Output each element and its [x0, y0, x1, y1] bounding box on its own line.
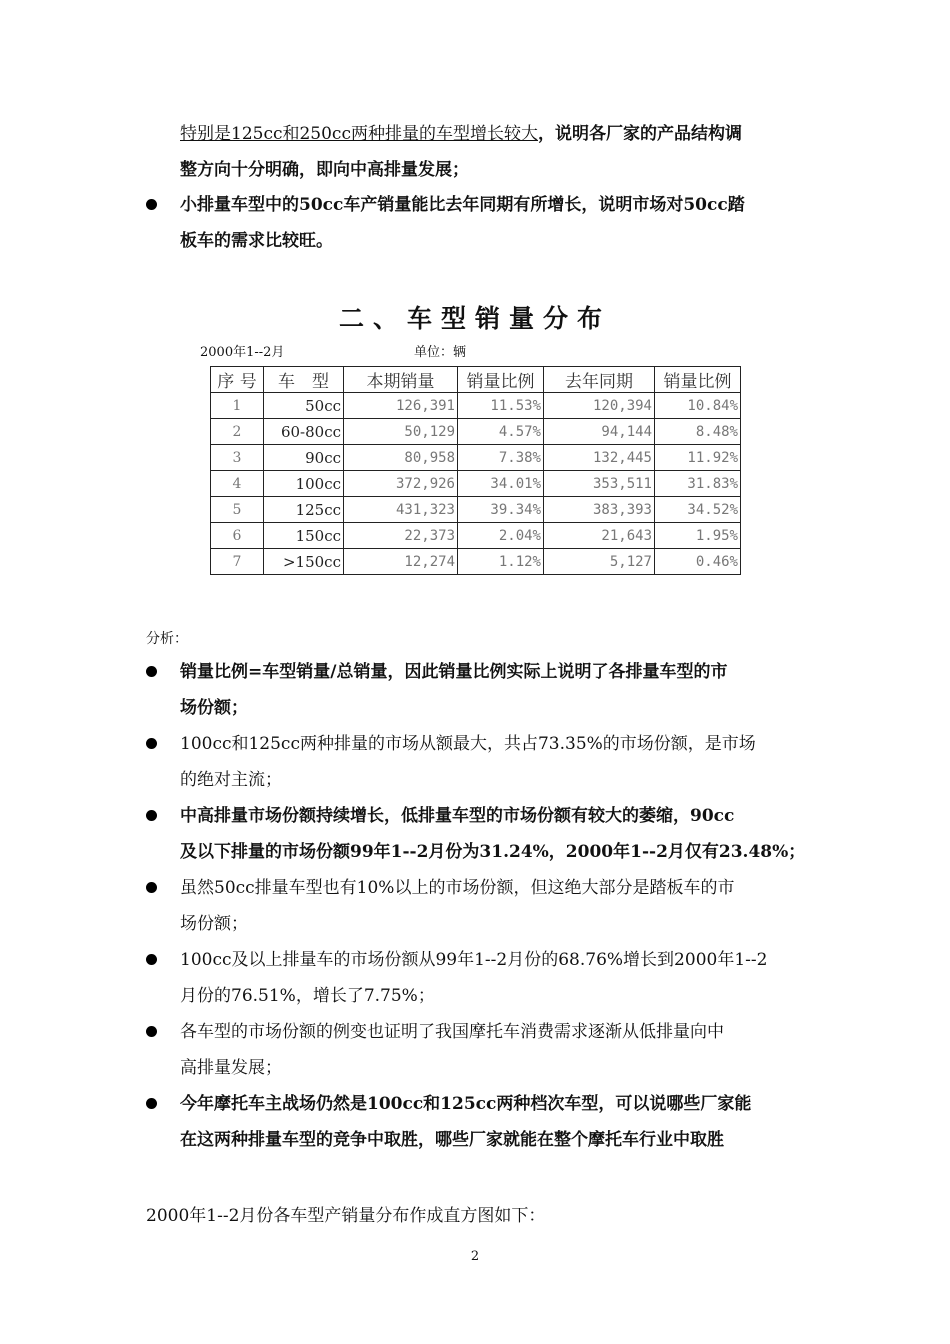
- row-current-sales: 80,958: [344, 445, 458, 471]
- period-label: 2000年1--2月: [200, 345, 285, 360]
- row-current-ratio: 4.57%: [458, 419, 544, 445]
- row-prev-sales: 120,394: [544, 393, 655, 419]
- row-prev-ratio: 0.46%: [655, 549, 741, 575]
- header-type: 车 型: [264, 367, 344, 393]
- table-row: [211, 549, 741, 575]
- analysis-item-line: 100cc和125cc两种排量的市场从额最大，共占73.35%的市场份额，是市场: [180, 734, 756, 754]
- row-no: 2: [211, 419, 264, 445]
- row-prev-sales: 353,511: [544, 471, 655, 497]
- row-current-sales: 431,323: [344, 497, 458, 523]
- row-current-ratio: 11.53%: [458, 393, 544, 419]
- row-current-ratio: 7.38%: [458, 445, 544, 471]
- analysis-item-line: 中高排量市场份额持续增长，低排量车型的市场份额有较大的萎缩，90cc: [180, 806, 735, 826]
- row-prev-ratio: 11.92%: [655, 445, 741, 471]
- unit-label: 单位：辆: [414, 345, 467, 360]
- analysis-item-line: 今年摩托车主战场仍然是100cc和125cc两种档次车型，可以说哪些厂家能: [180, 1094, 752, 1114]
- intro-line-2: 整方向十分明确，即向中高排量发展；: [180, 160, 469, 180]
- row-current-ratio: 34.01%: [458, 471, 544, 497]
- table-row: [211, 393, 741, 419]
- header-prev-sales: 去年同期: [544, 367, 655, 393]
- sales-distribution-table: [210, 366, 741, 575]
- analysis-item-line: 的绝对主流；: [180, 770, 282, 790]
- row-prev-sales: 21,643: [544, 523, 655, 549]
- bullet-icon: [146, 954, 157, 965]
- analysis-item-line: 场份额；: [180, 914, 248, 934]
- bullet-icon: [146, 882, 157, 893]
- table-row: [211, 471, 741, 497]
- row-current-sales: 12,274: [344, 549, 458, 575]
- row-current-sales: 126,391: [344, 393, 458, 419]
- header-current-ratio: 销量比例: [458, 367, 544, 393]
- row-prev-sales: 132,445: [544, 445, 655, 471]
- intro-bullet-line-2: 板车的需求比较旺。: [180, 231, 333, 251]
- row-type: 90cc: [264, 445, 344, 471]
- analysis-item-line: 100cc及以上排量车的市场份额从99年1--2月份的68.76%增长到2000年1--2: [180, 950, 768, 970]
- row-type: 100cc: [264, 471, 344, 497]
- row-no: 4: [211, 471, 264, 497]
- table-row: [211, 419, 741, 445]
- bullet-icon: [146, 199, 157, 210]
- row-no: 3: [211, 445, 264, 471]
- header-prev-ratio: 销量比例: [655, 367, 741, 393]
- analysis-item-line: 及以下排量的市场份额99年1--2月份为31.24%，2000年1--2月仅有23.48%；: [180, 842, 806, 862]
- analysis-item-line: 销量比例=车型销量/总销量，因此销量比例实际上说明了各排量车型的市: [180, 662, 728, 682]
- row-current-sales: 372,926: [344, 471, 458, 497]
- analysis-item-line: 月份的76.51%，增长了7.75%；: [180, 986, 435, 1006]
- row-current-ratio: 1.12%: [458, 549, 544, 575]
- row-current-sales: 50,129: [344, 419, 458, 445]
- table-header-row: [211, 367, 741, 393]
- analysis-item-line: 高排量发展；: [180, 1058, 282, 1078]
- row-no: 1: [211, 393, 264, 419]
- row-prev-sales: 5,127: [544, 549, 655, 575]
- table-row: [211, 497, 741, 523]
- intro-line-1: [180, 124, 742, 144]
- page-number: 2: [470, 1249, 480, 1264]
- row-type: 50cc: [264, 393, 344, 419]
- intro-underlined-text: 特别是125cc和250cc两种排量的车型增长较大: [180, 124, 538, 144]
- header-no: 序 号: [211, 367, 264, 393]
- row-type: 150cc: [264, 523, 344, 549]
- row-prev-sales: 94,144: [544, 419, 655, 445]
- intro-bullet-line-1: 小排量车型中的50cc车产销量能比去年同期有所增长，说明市场对50cc踏: [180, 195, 745, 215]
- section-title: 二、车型销量分布: [338, 304, 611, 333]
- header-current-sales: 本期销量: [344, 367, 458, 393]
- row-current-ratio: 39.34%: [458, 497, 544, 523]
- table-row: [211, 523, 741, 549]
- bullet-icon: [146, 1098, 157, 1109]
- row-prev-ratio: 10.84%: [655, 393, 741, 419]
- row-current-ratio: 2.04%: [458, 523, 544, 549]
- row-no: 6: [211, 523, 264, 549]
- row-type: 60-80cc: [264, 419, 344, 445]
- analysis-item-line: 场份额；: [180, 698, 248, 718]
- row-prev-ratio: 34.52%: [655, 497, 741, 523]
- closing-sentence: 2000年1--2月份各车型产销量分布作成直方图如下：: [146, 1206, 546, 1226]
- analysis-item-line: 各车型的市场份额的例变也证明了我国摩托车消费需求逐渐从低排量向中: [180, 1022, 724, 1042]
- bullet-icon: [146, 666, 157, 677]
- analysis-label: 分析：: [146, 631, 188, 647]
- bullet-icon: [146, 1026, 157, 1037]
- row-prev-ratio: 8.48%: [655, 419, 741, 445]
- row-no: 5: [211, 497, 264, 523]
- analysis-item-line: 在这两种排量车型的竞争中取胜，哪些厂家就能在整个摩托车行业中取胜: [180, 1130, 724, 1150]
- row-prev-sales: 383,393: [544, 497, 655, 523]
- bullet-icon: [146, 810, 157, 821]
- row-prev-ratio: 31.83%: [655, 471, 741, 497]
- row-no: 7: [211, 549, 264, 575]
- bullet-icon: [146, 738, 157, 749]
- row-prev-ratio: 1.95%: [655, 523, 741, 549]
- intro-bold-text: ，说明各厂家的产品结构调: [537, 124, 742, 144]
- row-current-sales: 22,373: [344, 523, 458, 549]
- table-row: [211, 445, 741, 471]
- row-type: >150cc: [264, 549, 344, 575]
- analysis-item-line: 虽然50cc排量车型也有10%以上的市场份额，但这绝大部分是踏板车的市: [180, 878, 735, 898]
- row-type: 125cc: [264, 497, 344, 523]
